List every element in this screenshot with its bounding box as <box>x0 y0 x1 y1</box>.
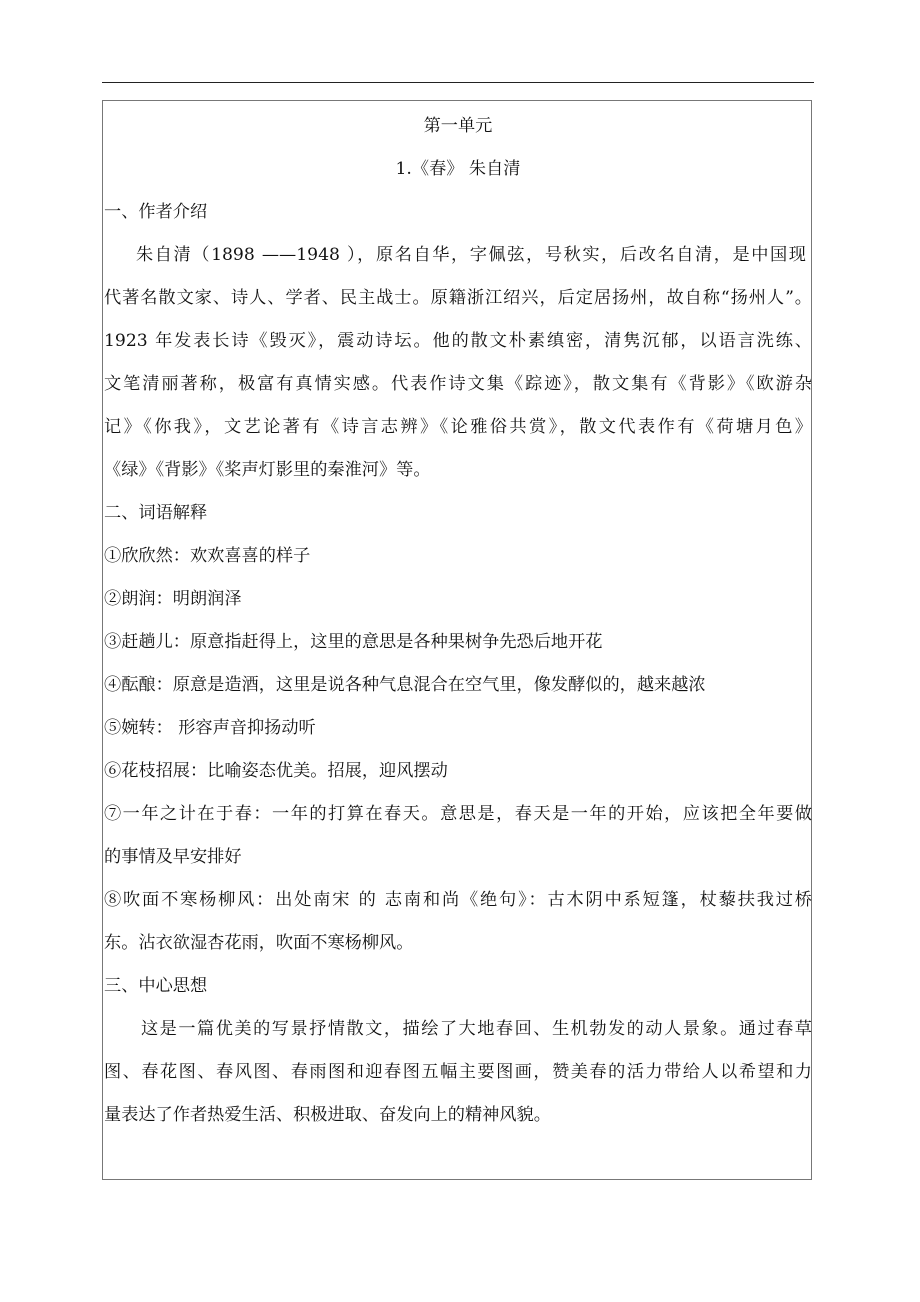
section-heading-vocabulary: 二、词语解释 <box>104 503 208 523</box>
section-heading-author: 一、作者介绍 <box>104 202 208 222</box>
vocabulary-item: ⑦一年之计在于春：一年的打算在春天。意思是，春天是一年的开始，应该把全年要做 <box>104 804 812 824</box>
vocabulary-item: ③赶趟儿：原意指赶得上，这里的意思是各种果树争先恐后地开花 <box>104 632 603 652</box>
vocabulary-item: ①欣欣然：欢欢喜喜的样子 <box>104 546 311 566</box>
vocabulary-item: ④酝酿：原意是造酒，这里是说各种气息混合在空气里，像发酵似的，越来越浓 <box>104 675 706 695</box>
unit-title: 第一单元 <box>423 116 493 136</box>
author-paragraph-line: 记》《你我》，文艺论著有《诗言志辨》《论雅俗共赏》，散文代表作有《荷塘月色》 <box>104 417 812 437</box>
author-paragraph-line: 朱自清（1898 ——1948 ），原名自华，字佩弦，号秋实，后改名自清，是中国现 <box>136 245 806 265</box>
author-paragraph-line: 《绿》《背影》《桨声灯影里的秦淮河》等。 <box>104 460 431 480</box>
vocabulary-item-continued: 的事情及早安排好 <box>104 847 242 867</box>
lesson-title: 1.《春》 朱自清 <box>395 159 521 179</box>
vocabulary-item-continued: 东。沾衣欲湿杏花雨，吹面不寒杨柳风。 <box>104 933 414 953</box>
header-rule <box>102 82 814 83</box>
author-paragraph-line: 文笔清丽著称，极富有真情实感。代表作诗文集《踪迹》，散文集有《背影》《欧游杂 <box>104 374 812 394</box>
vocabulary-item: ⑥花枝招展：比喻姿态优美。招展，迎风摆动 <box>104 761 448 781</box>
author-paragraph-line: 1923 年发表长诗《毁灭》，震动诗坛。他的散文朴素缜密，清隽沉郁，以语言洗练、 <box>104 331 812 351</box>
vocabulary-item: ②朗润：明朗润泽 <box>104 589 242 609</box>
vocabulary-item: ⑤婉转： 形容声音抑扬动听 <box>104 718 316 738</box>
central-idea-line: 量表达了作者热爱生活、积极进取、奋发向上的精神风貌。 <box>104 1105 551 1125</box>
author-paragraph-line: 代著名散文家、诗人、学者、民主战士。原籍浙江绍兴，后定居扬州，故自称“扬州人”。 <box>104 288 812 308</box>
central-idea-line: 图、春花图、春风图、春雨图和迎春图五幅主要图画，赞美春的活力带给人以希望和力 <box>104 1062 812 1082</box>
central-idea-line: 这是一篇优美的写景抒情散文，描绘了大地春回、生机勃发的动人景象。通过春草 <box>141 1019 812 1039</box>
vocabulary-item: ⑧吹面不寒杨柳风：出处南宋 的 志南和尚《绝句》：古木阴中系短篷，杖藜扶我过桥 <box>104 890 812 910</box>
section-heading-central-idea: 三、中心思想 <box>104 976 208 996</box>
